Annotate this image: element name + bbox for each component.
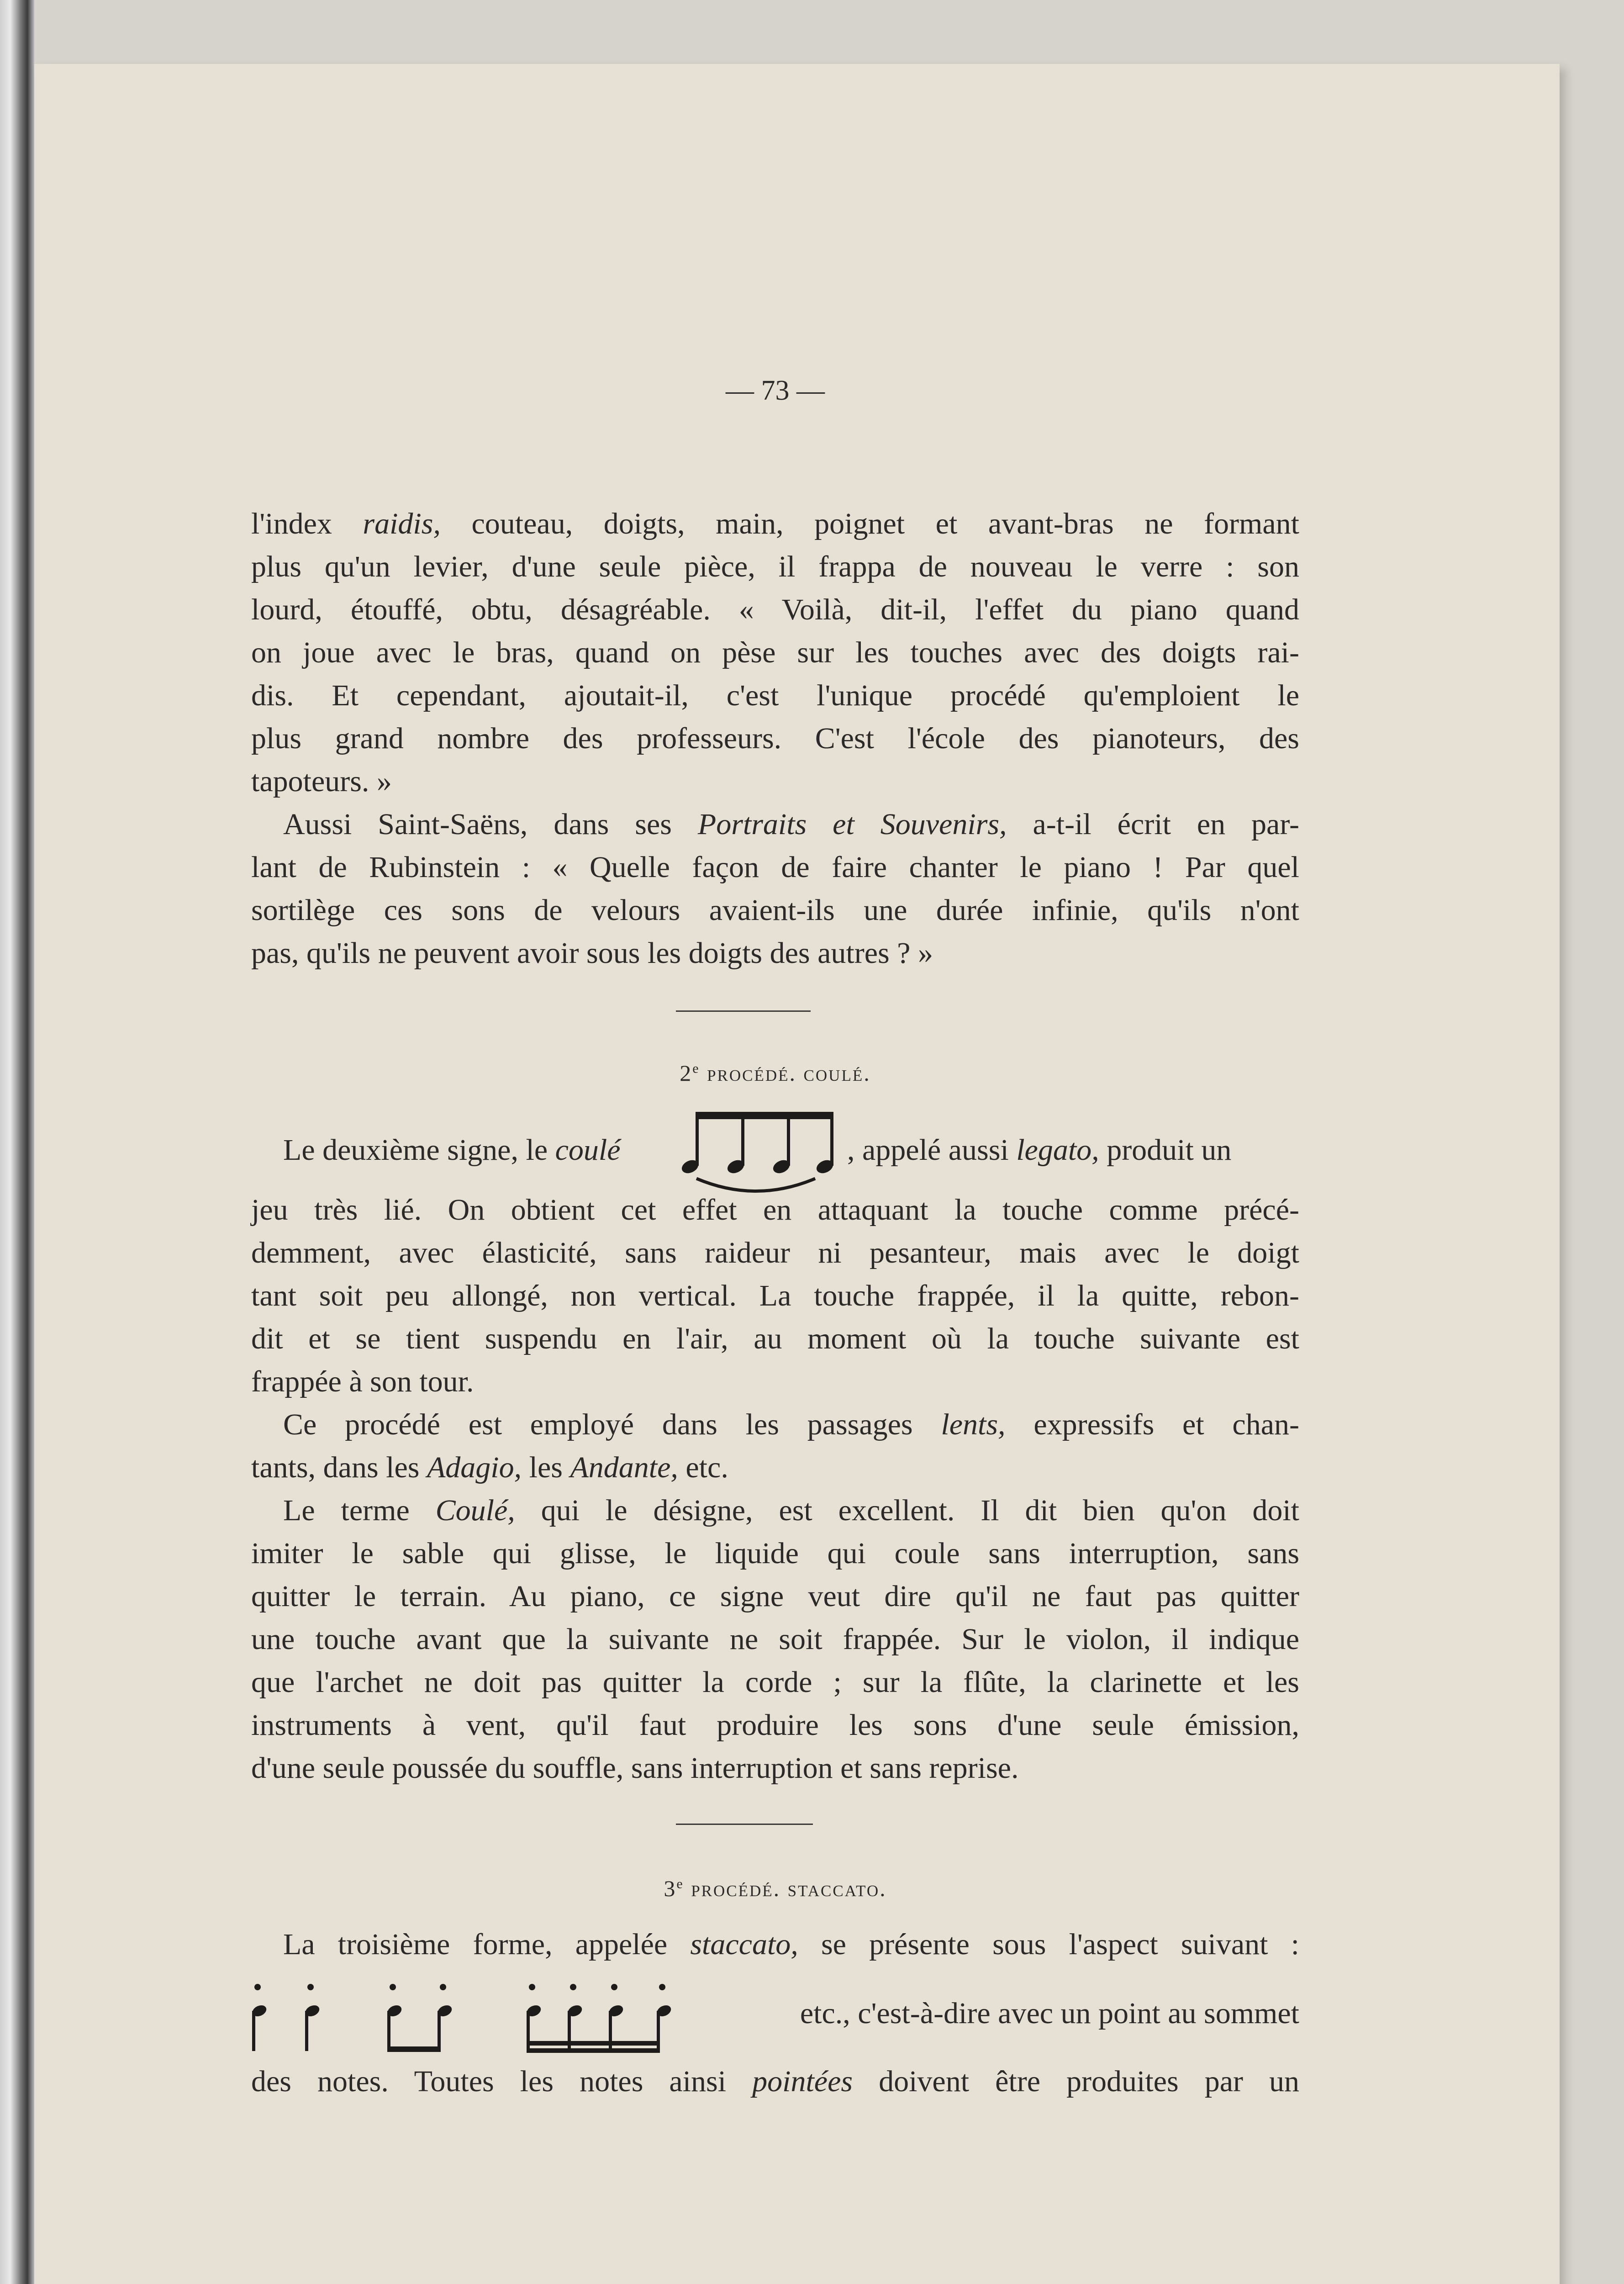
text-line: une touche avant que la suivante ne soit frappée. Sur le violon, il indique — [251, 1623, 1299, 1656]
text-line: sortilège ces sons de velours avaient-ils une durée infinie, qu'ils n'ont — [251, 894, 1299, 927]
paragraph-5 — [251, 1489, 1299, 1790]
text-line: plus grand nombre des professeurs. C'est l'école des pianoteurs, des — [251, 722, 1299, 755]
text-line: on joue avec le bras, quand on pèse sur les touches avec des doigts rai- — [251, 636, 1299, 669]
paragraph-1 — [251, 502, 1299, 803]
staccato-notation-line — [251, 1983, 1299, 2056]
book-page — [34, 64, 1560, 2284]
text-line: Ce procédé est employé dans les passages lents, expressifs et chan- — [283, 1408, 1299, 1441]
text-line: lourd, étouffé, obtu, désagréable. « Voilà, dit-il, l'effet du piano quand — [251, 593, 1299, 626]
page-number: — 73 — — [726, 375, 825, 406]
section-separator — [676, 1010, 811, 1012]
text-line: jeu très lié. On obtient cet effet en attaquant la touche comme précé- — [251, 1193, 1299, 1227]
text-line: l'index raidis, couteau, doigts, main, poignet et avant-bras ne formant — [251, 507, 1299, 540]
text-line: tapoteurs. » — [251, 765, 392, 798]
legato-notes-icon — [683, 1110, 843, 1188]
text-line: plus qu'un levier, d'une seule pièce, il frappa de nouveau le verre : son — [251, 550, 1299, 583]
text-line: Le terme Coulé, qui le désigne, est excellent. Il dit bien qu'on doit — [283, 1494, 1299, 1527]
text-line: d'une seule poussée du souffle, sans interruption et sans reprise. — [251, 1751, 1019, 1785]
text-line: des notes. Toutes les notes ainsi pointées doivent être produites par un — [251, 2065, 1299, 2098]
section-separator — [676, 1824, 813, 1825]
staccato-notes-icon — [251, 1983, 708, 2060]
section-heading-staccato: 3e procédé. staccato. — [664, 1876, 887, 1901]
text-line: pas, qu'ils ne peuvent avoir sous les doigts des autres ? » — [251, 936, 933, 970]
text-line: La troisième forme, appelée staccato, se présente sous l'aspect suivant : — [283, 1928, 1299, 1961]
paragraph-coule — [251, 1189, 1299, 1403]
text-line: dit et se tient suspendu en l'air, au moment où la touche suivante est — [251, 1322, 1299, 1355]
text-line: Aussi Saint-Saëns, dans ses Portraits et Souvenirs, a-t-il écrit en par- — [283, 808, 1299, 841]
section-heading-coule: 2e procédé. coulé. — [680, 1060, 871, 1086]
text-line: imiter le sable qui glisse, le liquide qui coule sans interruption, sans — [251, 1537, 1299, 1570]
text-segment: , appelé aussi legato, produit un — [847, 1133, 1232, 1167]
text-line: quitter le terrain. Au piano, ce signe veut dire qu'il ne faut pas quitter — [251, 1580, 1299, 1613]
text-line: instruments à vent, qu'il faut produire les sons d'une seule émission, — [251, 1708, 1299, 1742]
text-line: demment, avec élasticité, sans raideur ni pesanteur, mais avec le doigt — [251, 1236, 1299, 1269]
coule-intro-line — [251, 1110, 1299, 1183]
text-segment: etc., c'est-à-dire avec un point au sommet — [800, 1997, 1299, 2030]
text-line: frappée à son tour. — [251, 1365, 474, 1398]
paragraph-4 — [251, 1403, 1299, 1489]
text-line: que l'archet ne doit pas quitter la corde ; sur la flûte, la clarinette et les — [251, 1665, 1299, 1699]
text-segment: Le deuxième signe, le coulé — [283, 1133, 621, 1167]
text-line: tant soit peu allongé, non vertical. La touche frappée, il la quitte, rebon- — [251, 1279, 1299, 1312]
paragraph-2 — [251, 803, 1299, 975]
staccato-continuation — [251, 2060, 1299, 2103]
staccato-intro — [251, 1923, 1299, 1966]
book-binding-edge — [0, 0, 34, 2284]
text-line: tants, dans les Adagio, les Andante, etc. — [251, 1451, 728, 1484]
text-line: lant de Rubinstein : « Quelle façon de faire chanter le piano ! Par quel — [251, 851, 1299, 884]
text-line: dis. Et cependant, ajoutait-il, c'est l'unique procédé qu'emploient le — [251, 679, 1299, 712]
